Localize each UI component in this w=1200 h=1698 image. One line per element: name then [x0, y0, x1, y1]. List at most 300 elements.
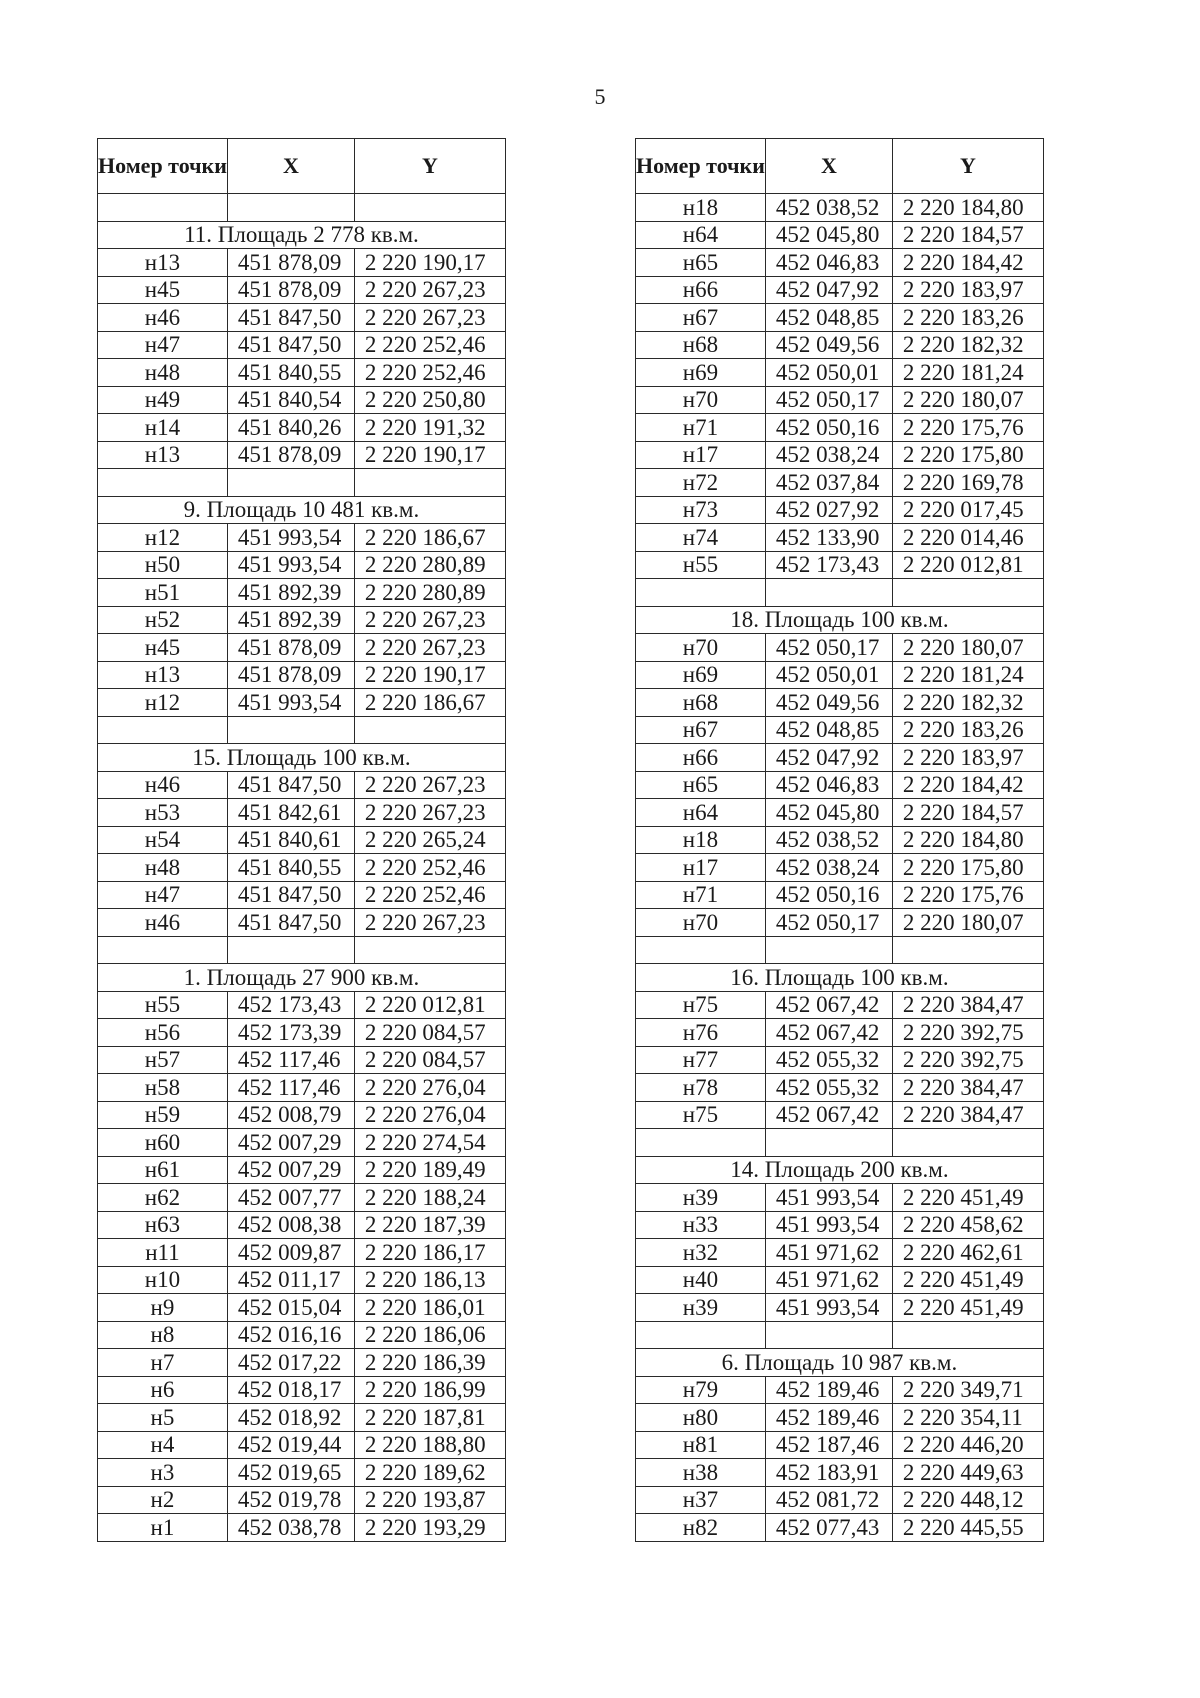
blank-row [636, 1129, 1044, 1157]
point-number-cell: н69 [636, 359, 766, 387]
point-number-cell: н46 [98, 909, 228, 937]
y-coordinate-cell: 2 220 384,47 [892, 1101, 1043, 1129]
section-title: 1. Площадь 27 900 кв.м. [98, 964, 506, 992]
x-coordinate-cell: 452 019,65 [227, 1459, 354, 1487]
table-row [636, 854, 1044, 882]
section-row [98, 496, 506, 524]
x-coordinate-cell: 452 019,78 [227, 1486, 354, 1514]
y-coordinate-cell: 2 220 183,26 [892, 304, 1043, 332]
x-coordinate-cell: 451 993,54 [765, 1184, 892, 1212]
x-coordinate-cell: 452 049,56 [765, 331, 892, 359]
x-coordinate-cell: 452 183,91 [765, 1459, 892, 1487]
y-coordinate-cell: 2 220 250,80 [354, 386, 505, 414]
y-coordinate-cell: 2 220 017,45 [892, 496, 1043, 524]
table-row [98, 634, 506, 662]
point-number-cell: н50 [98, 551, 228, 579]
blank-cell [765, 936, 892, 964]
point-number-cell: н10 [98, 1266, 228, 1294]
x-coordinate-cell: 452 173,43 [227, 991, 354, 1019]
section-title: 9. Площадь 10 481 кв.м. [98, 496, 506, 524]
point-number-cell: н46 [98, 771, 228, 799]
point-number-cell: н79 [636, 1376, 766, 1404]
point-number-cell: н1 [98, 1514, 228, 1542]
point-number-cell: н48 [98, 359, 228, 387]
blank-cell [892, 579, 1043, 607]
table-row [636, 469, 1044, 497]
table-row [98, 1129, 506, 1157]
table-row [636, 991, 1044, 1019]
x-coordinate-cell: 452 050,01 [765, 359, 892, 387]
x-coordinate-cell: 451 847,50 [227, 771, 354, 799]
point-number-cell: н12 [98, 524, 228, 552]
x-coordinate-cell: 452 189,46 [765, 1404, 892, 1432]
table-row [98, 1184, 506, 1212]
table-row [98, 579, 506, 607]
table-row [98, 249, 506, 277]
point-number-cell: н37 [636, 1486, 766, 1514]
table-row [636, 359, 1044, 387]
y-coordinate-cell: 2 220 189,62 [354, 1459, 505, 1487]
point-number-cell: н64 [636, 799, 766, 827]
y-coordinate-cell: 2 220 184,57 [892, 221, 1043, 249]
y-coordinate-cell: 2 220 186,99 [354, 1376, 505, 1404]
section-title: 16. Площадь 100 кв.м. [636, 964, 1044, 992]
x-header: X [227, 139, 354, 194]
table-row [98, 909, 506, 937]
point-number-cell: н48 [98, 854, 228, 882]
y-coordinate-cell: 2 220 186,01 [354, 1294, 505, 1322]
point-number-cell: н78 [636, 1074, 766, 1102]
table-row [636, 1074, 1044, 1102]
table-row [636, 909, 1044, 937]
table-row [98, 854, 506, 882]
y-coordinate-cell: 2 220 280,89 [354, 579, 505, 607]
point-number-cell: н66 [636, 276, 766, 304]
point-number-cell: н74 [636, 524, 766, 552]
point-number-cell: н82 [636, 1514, 766, 1542]
blank-cell [354, 936, 505, 964]
blank-cell [227, 194, 354, 222]
x-coordinate-cell: 451 847,50 [227, 304, 354, 332]
x-coordinate-cell: 451 878,09 [227, 661, 354, 689]
section-title: 14. Площадь 200 кв.м. [636, 1156, 1044, 1184]
point-number-header: Номер точки [98, 139, 228, 194]
point-number-header: Номер точки [636, 139, 766, 194]
x-coordinate-cell: 451 840,54 [227, 386, 354, 414]
blank-row [98, 716, 506, 744]
table-row [98, 524, 506, 552]
y-coordinate-cell: 2 220 449,63 [892, 1459, 1043, 1487]
point-number-cell: н39 [636, 1184, 766, 1212]
x-coordinate-cell: 451 892,39 [227, 579, 354, 607]
y-coordinate-cell: 2 220 190,17 [354, 249, 505, 277]
table-row [98, 1074, 506, 1102]
point-number-cell: н47 [98, 881, 228, 909]
table-row [98, 1486, 506, 1514]
y-coordinate-cell: 2 220 384,47 [892, 991, 1043, 1019]
y-coordinate-cell: 2 220 188,24 [354, 1184, 505, 1212]
section-title: 15. Площадь 100 кв.м. [98, 744, 506, 772]
x-coordinate-cell: 452 050,16 [765, 881, 892, 909]
x-coordinate-cell: 451 878,09 [227, 249, 354, 277]
y-header: Y [892, 139, 1043, 194]
x-coordinate-cell: 452 038,52 [765, 826, 892, 854]
x-coordinate-cell: 452 007,77 [227, 1184, 354, 1212]
y-coordinate-cell: 2 220 354,11 [892, 1404, 1043, 1432]
y-coordinate-cell: 2 220 175,80 [892, 441, 1043, 469]
x-coordinate-cell: 451 847,50 [227, 909, 354, 937]
table-row [636, 414, 1044, 442]
blank-cell [227, 716, 354, 744]
table-row [98, 414, 506, 442]
x-coordinate-cell: 452 017,22 [227, 1349, 354, 1377]
table-row [636, 1514, 1044, 1542]
y-coordinate-cell: 2 220 182,32 [892, 689, 1043, 717]
point-number-cell: н13 [98, 441, 228, 469]
x-coordinate-cell: 452 046,83 [765, 249, 892, 277]
x-coordinate-cell: 452 008,79 [227, 1101, 354, 1129]
y-coordinate-cell: 2 220 169,78 [892, 469, 1043, 497]
table-row [636, 1211, 1044, 1239]
y-coordinate-cell: 2 220 084,57 [354, 1046, 505, 1074]
point-number-cell: н76 [636, 1019, 766, 1047]
point-number-cell: н17 [636, 854, 766, 882]
x-coordinate-cell: 452 027,92 [765, 496, 892, 524]
blank-row [98, 194, 506, 222]
x-coordinate-cell: 451 993,54 [765, 1211, 892, 1239]
y-header: Y [354, 139, 505, 194]
y-coordinate-cell: 2 220 186,67 [354, 689, 505, 717]
x-coordinate-cell: 452 007,29 [227, 1156, 354, 1184]
point-number-cell: н47 [98, 331, 228, 359]
y-coordinate-cell: 2 220 193,87 [354, 1486, 505, 1514]
point-number-cell: н39 [636, 1294, 766, 1322]
blank-row [98, 469, 506, 497]
y-coordinate-cell: 2 220 451,49 [892, 1266, 1043, 1294]
y-coordinate-cell: 2 220 193,29 [354, 1514, 505, 1542]
y-coordinate-cell: 2 220 276,04 [354, 1074, 505, 1102]
x-coordinate-cell: 452 038,24 [765, 441, 892, 469]
y-coordinate-cell: 2 220 462,61 [892, 1239, 1043, 1267]
y-coordinate-cell: 2 220 183,97 [892, 276, 1043, 304]
y-coordinate-cell: 2 220 267,23 [354, 799, 505, 827]
x-coordinate-cell: 452 038,78 [227, 1514, 354, 1542]
table-row [98, 1321, 506, 1349]
table-row [98, 1514, 506, 1542]
y-coordinate-cell: 2 220 186,13 [354, 1266, 505, 1294]
table-row [98, 826, 506, 854]
y-coordinate-cell: 2 220 267,23 [354, 634, 505, 662]
table-row [98, 689, 506, 717]
table-row [98, 386, 506, 414]
section-row [98, 221, 506, 249]
table-row [636, 1431, 1044, 1459]
point-number-cell: н18 [636, 826, 766, 854]
y-coordinate-cell: 2 220 175,76 [892, 881, 1043, 909]
x-coordinate-cell: 451 878,09 [227, 276, 354, 304]
point-number-cell: н12 [98, 689, 228, 717]
table-row [98, 1404, 506, 1432]
x-coordinate-cell: 452 047,92 [765, 276, 892, 304]
table-row [636, 496, 1044, 524]
y-coordinate-cell: 2 220 184,57 [892, 799, 1043, 827]
table-row [98, 276, 506, 304]
y-coordinate-cell: 2 220 191,32 [354, 414, 505, 442]
y-coordinate-cell: 2 220 252,46 [354, 359, 505, 387]
point-number-cell: н13 [98, 661, 228, 689]
table-row [636, 1404, 1044, 1432]
x-coordinate-cell: 452 019,44 [227, 1431, 354, 1459]
y-coordinate-cell: 2 220 184,42 [892, 771, 1043, 799]
y-coordinate-cell: 2 220 448,12 [892, 1486, 1043, 1514]
point-number-cell: н70 [636, 386, 766, 414]
header-row [98, 139, 506, 194]
table-row [636, 1239, 1044, 1267]
x-coordinate-cell: 451 993,54 [227, 689, 354, 717]
y-coordinate-cell: 2 220 180,07 [892, 386, 1043, 414]
table-row [636, 304, 1044, 332]
x-coordinate-cell: 452 037,84 [765, 469, 892, 497]
y-coordinate-cell: 2 220 187,39 [354, 1211, 505, 1239]
section-row [636, 1156, 1044, 1184]
table-row [636, 1294, 1044, 1322]
point-number-cell: н58 [98, 1074, 228, 1102]
blank-row [636, 936, 1044, 964]
table-body [636, 194, 1044, 1542]
table-row [636, 441, 1044, 469]
point-number-cell: н38 [636, 1459, 766, 1487]
blank-cell [636, 936, 766, 964]
section-row [98, 964, 506, 992]
table-row [98, 661, 506, 689]
point-number-cell: н6 [98, 1376, 228, 1404]
coordinates-table-left [97, 138, 506, 1542]
y-coordinate-cell: 2 220 187,81 [354, 1404, 505, 1432]
x-coordinate-cell: 452 050,01 [765, 661, 892, 689]
x-coordinate-cell: 452 045,80 [765, 799, 892, 827]
blank-cell [765, 1129, 892, 1157]
section-row [636, 606, 1044, 634]
y-coordinate-cell: 2 220 451,49 [892, 1184, 1043, 1212]
section-title: 11. Площадь 2 778 кв.м. [98, 221, 506, 249]
table-row [636, 1019, 1044, 1047]
point-number-cell: н55 [636, 551, 766, 579]
x-coordinate-cell: 452 045,80 [765, 221, 892, 249]
blank-cell [227, 936, 354, 964]
blank-cell [636, 579, 766, 607]
point-number-cell: н9 [98, 1294, 228, 1322]
x-coordinate-cell: 452 117,46 [227, 1046, 354, 1074]
table-row [98, 304, 506, 332]
point-number-cell: н40 [636, 1266, 766, 1294]
table-header [636, 139, 1044, 194]
blank-cell [892, 1321, 1043, 1349]
y-coordinate-cell: 2 220 175,80 [892, 854, 1043, 882]
y-coordinate-cell: 2 220 446,20 [892, 1431, 1043, 1459]
x-coordinate-cell: 452 050,17 [765, 386, 892, 414]
point-number-cell: н69 [636, 661, 766, 689]
x-coordinate-cell: 452 189,46 [765, 1376, 892, 1404]
x-coordinate-cell: 452 008,38 [227, 1211, 354, 1239]
point-number-cell: н72 [636, 469, 766, 497]
x-coordinate-cell: 451 993,54 [227, 551, 354, 579]
table-row [636, 661, 1044, 689]
blank-cell [765, 579, 892, 607]
x-coordinate-cell: 451 993,54 [227, 524, 354, 552]
y-coordinate-cell: 2 220 267,23 [354, 276, 505, 304]
point-number-cell: н80 [636, 1404, 766, 1432]
point-number-cell: н64 [636, 221, 766, 249]
point-number-cell: н71 [636, 414, 766, 442]
y-coordinate-cell: 2 220 184,42 [892, 249, 1043, 277]
x-coordinate-cell: 452 050,17 [765, 909, 892, 937]
point-number-cell: н45 [98, 276, 228, 304]
table-row [636, 689, 1044, 717]
table-row [98, 1101, 506, 1129]
section-row [98, 744, 506, 772]
y-coordinate-cell: 2 220 252,46 [354, 854, 505, 882]
point-number-cell: н4 [98, 1431, 228, 1459]
point-number-cell: н11 [98, 1239, 228, 1267]
point-number-cell: н81 [636, 1431, 766, 1459]
x-coordinate-cell: 451 971,62 [765, 1239, 892, 1267]
table-row [636, 1376, 1044, 1404]
table-row [636, 221, 1044, 249]
y-coordinate-cell: 2 220 392,75 [892, 1046, 1043, 1074]
y-coordinate-cell: 2 220 267,23 [354, 771, 505, 799]
point-number-cell: н65 [636, 249, 766, 277]
table-row [98, 799, 506, 827]
table-row [98, 1046, 506, 1074]
table-row [98, 1156, 506, 1184]
y-coordinate-cell: 2 220 181,24 [892, 359, 1043, 387]
x-coordinate-cell: 452 046,83 [765, 771, 892, 799]
y-coordinate-cell: 2 220 280,89 [354, 551, 505, 579]
x-coordinate-cell: 452 038,52 [765, 194, 892, 222]
point-number-cell: н32 [636, 1239, 766, 1267]
y-coordinate-cell: 2 220 184,80 [892, 194, 1043, 222]
table-row [98, 1459, 506, 1487]
x-coordinate-cell: 452 047,92 [765, 744, 892, 772]
point-number-cell: н67 [636, 304, 766, 332]
x-coordinate-cell: 451 878,09 [227, 634, 354, 662]
section-row [636, 964, 1044, 992]
x-coordinate-cell: 452 015,04 [227, 1294, 354, 1322]
table-row [636, 744, 1044, 772]
x-coordinate-cell: 452 018,17 [227, 1376, 354, 1404]
table-row [636, 1184, 1044, 1212]
point-number-cell: н70 [636, 634, 766, 662]
blank-cell [636, 1321, 766, 1349]
table-row [98, 441, 506, 469]
point-number-cell: н49 [98, 386, 228, 414]
blank-row [636, 579, 1044, 607]
point-number-cell: н55 [98, 991, 228, 1019]
x-coordinate-cell: 451 847,50 [227, 331, 354, 359]
x-coordinate-cell: 452 016,16 [227, 1321, 354, 1349]
point-number-cell: н68 [636, 689, 766, 717]
table-row [636, 249, 1044, 277]
y-coordinate-cell: 2 220 084,57 [354, 1019, 505, 1047]
x-coordinate-cell: 451 840,55 [227, 854, 354, 882]
coordinates-table-right [635, 138, 1044, 1542]
table-row [98, 1211, 506, 1239]
table-row [98, 1294, 506, 1322]
point-number-cell: н14 [98, 414, 228, 442]
blank-cell [98, 194, 228, 222]
x-coordinate-cell: 451 842,61 [227, 799, 354, 827]
x-coordinate-cell: 452 049,56 [765, 689, 892, 717]
point-number-cell: н18 [636, 194, 766, 222]
point-number-cell: н68 [636, 331, 766, 359]
point-number-cell: н13 [98, 249, 228, 277]
table-row [636, 881, 1044, 909]
y-coordinate-cell: 2 220 186,06 [354, 1321, 505, 1349]
x-coordinate-cell: 451 971,62 [765, 1266, 892, 1294]
point-number-cell: н51 [98, 579, 228, 607]
blank-cell [354, 716, 505, 744]
table-row [98, 771, 506, 799]
table-row [98, 881, 506, 909]
table-row [636, 386, 1044, 414]
table-row [636, 524, 1044, 552]
table-row [636, 716, 1044, 744]
y-coordinate-cell: 2 220 184,80 [892, 826, 1043, 854]
x-coordinate-cell: 452 133,90 [765, 524, 892, 552]
point-number-cell: н8 [98, 1321, 228, 1349]
blank-cell [98, 936, 228, 964]
x-coordinate-cell: 452 055,32 [765, 1074, 892, 1102]
table-row [98, 359, 506, 387]
point-number-cell: н56 [98, 1019, 228, 1047]
point-number-cell: н5 [98, 1404, 228, 1432]
y-coordinate-cell: 2 220 186,67 [354, 524, 505, 552]
x-coordinate-cell: 452 007,29 [227, 1129, 354, 1157]
point-number-cell: н63 [98, 1211, 228, 1239]
table-row [98, 1266, 506, 1294]
x-coordinate-cell: 451 840,55 [227, 359, 354, 387]
table-row [98, 551, 506, 579]
point-number-cell: н75 [636, 991, 766, 1019]
blank-row [636, 1321, 1044, 1349]
x-coordinate-cell: 452 050,16 [765, 414, 892, 442]
blank-cell [98, 716, 228, 744]
y-coordinate-cell: 2 220 267,23 [354, 304, 505, 332]
x-coordinate-cell: 452 077,43 [765, 1514, 892, 1542]
x-coordinate-cell: 452 009,87 [227, 1239, 354, 1267]
y-coordinate-cell: 2 220 349,71 [892, 1376, 1043, 1404]
y-coordinate-cell: 2 220 252,46 [354, 331, 505, 359]
y-coordinate-cell: 2 220 014,46 [892, 524, 1043, 552]
x-coordinate-cell: 452 117,46 [227, 1074, 354, 1102]
x-coordinate-cell: 451 993,54 [765, 1294, 892, 1322]
table-row [98, 1019, 506, 1047]
y-coordinate-cell: 2 220 274,54 [354, 1129, 505, 1157]
x-coordinate-cell: 452 011,17 [227, 1266, 354, 1294]
table-row [636, 1266, 1044, 1294]
y-coordinate-cell: 2 220 182,32 [892, 331, 1043, 359]
x-coordinate-cell: 452 067,42 [765, 991, 892, 1019]
blank-cell [227, 469, 354, 497]
table-row [98, 1349, 506, 1377]
point-number-cell: н60 [98, 1129, 228, 1157]
y-coordinate-cell: 2 220 175,76 [892, 414, 1043, 442]
table-row [98, 331, 506, 359]
blank-cell [892, 1129, 1043, 1157]
table-row [636, 826, 1044, 854]
header-row [636, 139, 1044, 194]
x-coordinate-cell: 452 038,24 [765, 854, 892, 882]
